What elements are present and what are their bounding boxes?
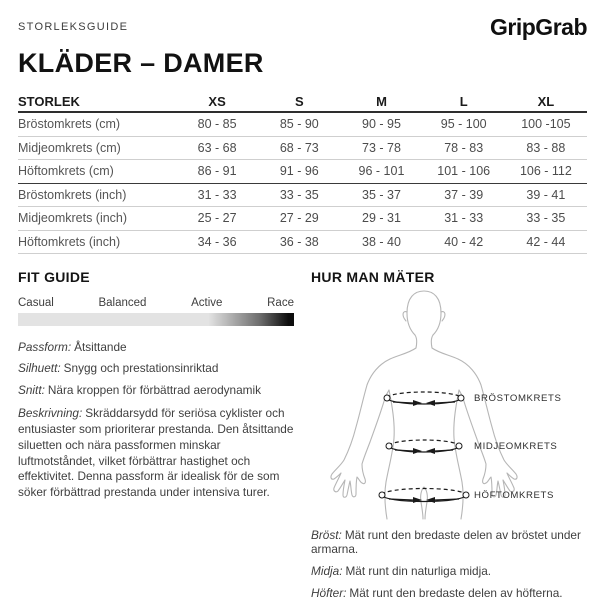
hip-ring-label: HÖFTOMKRETS [474,490,554,501]
instruction-text: Mät runt den bredaste delen av höfterna. [349,586,563,601]
table-row [18,184,587,208]
fit-attribute-value: Skräddarsydd för seriösa cyklister och entusiaster som prioriterar prestanda. Den åtsittande siluetten och nära passformen minskar luftmotståndet, vilket förbättrar hastighet och effektivitet. Denna passform är idealisk för de som söker förbättrad prestanda under intensiva turer. [18,405,294,500]
fit-attribute-label: Silhuett: [18,361,61,376]
chest-measure-ring [384,392,464,406]
size-value: 101 - 106 [437,164,491,179]
scale-label-active: Active [191,297,223,309]
body-diagram-svg [311,286,573,520]
col-header-xs: XS [208,94,226,109]
top-bar [18,14,587,41]
size-value: 73 - 78 [362,140,401,155]
fit-attribute-silhuett [18,361,294,377]
size-value: 106 - 112 [519,164,572,179]
scale-label-race: Race [267,297,294,309]
fit-attribute-snitt [18,383,294,399]
fit-attribute-passform [18,340,294,356]
size-value: 63 - 68 [197,140,237,155]
size-value: 95 - 100 [440,117,487,132]
col-header-storlek: STORLEK [18,94,80,109]
fit-guide-title: FIT GUIDE [18,269,90,285]
body-diagram [311,286,587,525]
lower-columns [18,269,587,609]
fit-attributes [18,340,294,501]
fit-attribute-label: Passform: [18,340,72,354]
size-value: 100 -105 [521,117,571,132]
fit-scale-gradient-bar [18,313,294,326]
size-value: 85 - 90 [279,117,319,132]
size-value: 68 - 73 [279,140,319,155]
col-header-xl: XL [537,94,555,109]
size-table-header-row [18,92,587,113]
size-value: 80 - 85 [197,117,237,132]
row-label: Höftomkrets (cm) [18,164,114,179]
row-label: Bröstomkrets (cm) [18,117,121,132]
row-label: Bröstomkrets (inch) [18,187,127,202]
col-header-m: M [376,94,387,109]
col-header-s: S [294,94,304,109]
instruction-text: Mät runt din naturliga midja. [345,564,492,579]
fit-attribute-value: Nära kroppen för förbättrad aerodynamik [47,382,262,397]
scale-label-balanced: Balanced [98,297,147,309]
brand-logo: GripGrab [490,14,587,40]
fit-guide-section [18,269,294,609]
size-value: 34 - 36 [197,234,237,249]
size-value: 36 - 38 [279,234,319,249]
size-value: 78 - 83 [444,140,484,155]
fit-attribute-label: Beskrivning: [18,405,83,420]
measure-instructions [311,528,587,601]
size-value: 96 - 101 [358,164,405,179]
table-row [18,113,587,137]
measure-section [294,269,587,609]
size-value: 91 - 96 [279,164,319,179]
size-value: 42 - 44 [526,234,566,249]
fit-attribute-value: Snygg och prestationsinriktad [63,361,219,376]
size-table [18,92,587,254]
row-label: Midjeomkrets (cm) [18,140,121,155]
instruction-text: Mät runt den bredaste delen av bröstet under armarna. [311,528,581,557]
col-header-l: L [459,94,468,109]
size-value: 29 - 31 [362,211,401,226]
waist-measure-ring [386,440,462,454]
instruction-midja [311,564,587,578]
size-value: 90 - 95 [362,117,401,132]
size-value: 31 - 33 [197,187,237,202]
table-row [18,160,587,184]
table-row [18,231,587,255]
body-outline [331,291,517,519]
size-value: 39 - 41 [526,187,566,202]
instruction-label: Höfter: [311,586,347,601]
eyebrow-text: STORLEKSGUIDE [18,21,129,33]
size-value: 38 - 40 [362,234,401,249]
size-value: 33 - 35 [526,211,566,226]
hip-measure-ring [379,489,469,504]
measure-title: HUR MAN MÄTER [311,269,435,285]
size-value: 31 - 33 [444,211,484,226]
size-value: 37 - 39 [444,187,484,202]
scale-label-casual: Casual [18,297,54,309]
size-value: 83 - 88 [526,140,566,155]
chest-ring-label: BRÖSTOMKRETS [474,393,562,404]
size-value: 35 - 37 [362,187,401,202]
table-row [18,137,587,161]
instruction-label: Bröst: [311,528,342,542]
fit-scale-labels [18,297,294,309]
row-label: Höftomkrets (inch) [18,234,121,249]
row-label: Midjeomkrets (inch) [18,211,128,226]
table-row [18,207,587,231]
instruction-hofter [311,586,587,600]
waist-ring-label: MIDJEOMKRETS [474,441,558,452]
fit-attribute-value: Åtsittande [74,340,127,354]
instruction-label: Midja: [311,564,343,579]
page-title: KLÄDER – DAMER [18,48,264,78]
fit-attribute-label: Snitt: [18,382,45,397]
size-value: 33 - 35 [279,187,319,202]
size-value: 40 - 42 [444,234,484,249]
size-value: 25 - 27 [197,211,237,226]
instruction-brost [311,528,587,556]
fit-attribute-beskrivning [18,406,294,502]
size-value: 27 - 29 [279,211,319,226]
size-value: 86 - 91 [197,164,237,179]
